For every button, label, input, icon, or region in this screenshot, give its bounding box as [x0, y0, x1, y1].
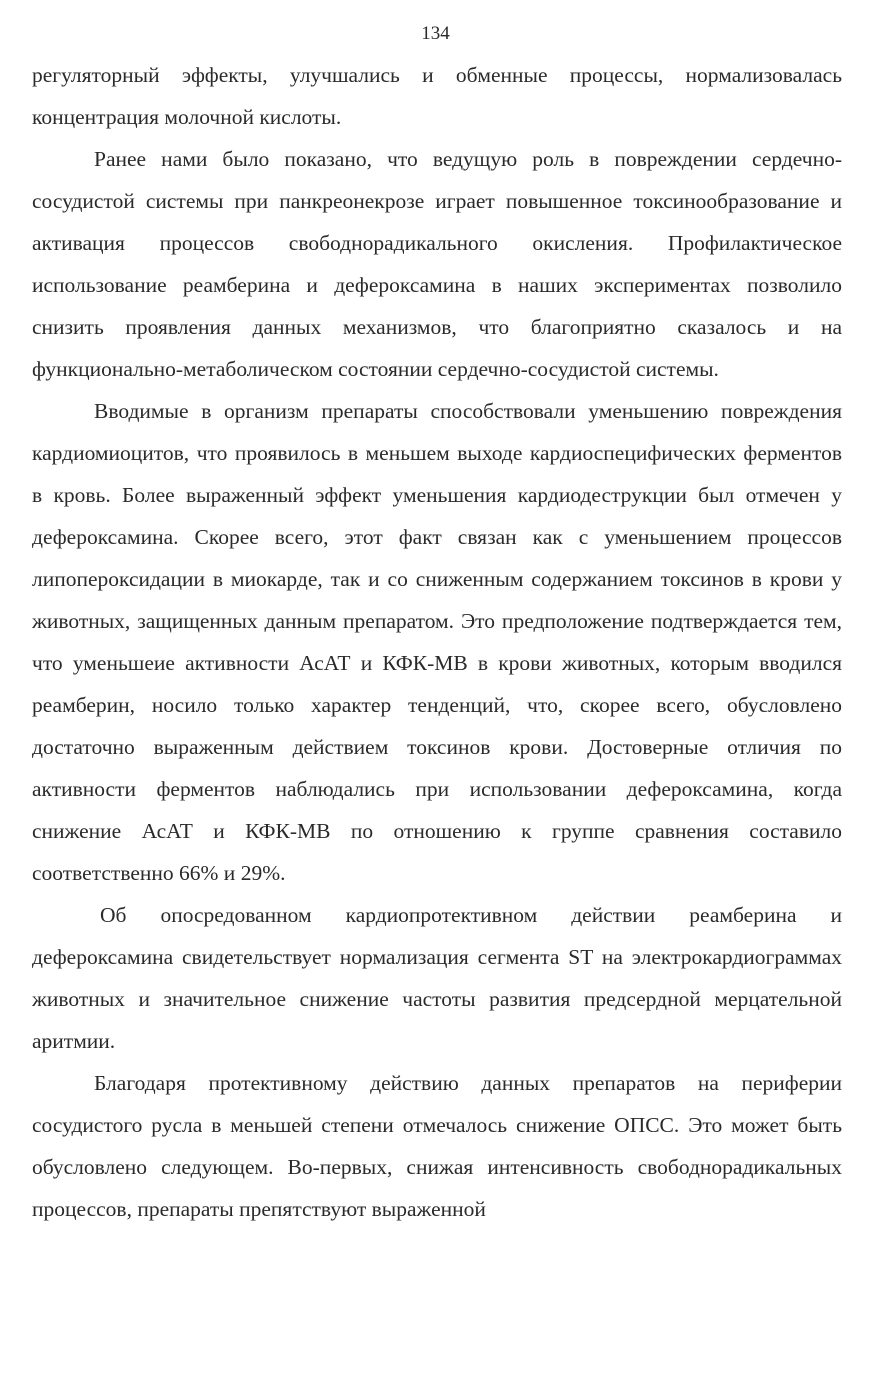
paragraph-opss: Благодаря протективному действию данных препаратов на периферии сосудистого русла в меньшей степени отмечалось снижение ОПСС. Это может быть обусловлено следующем. Во-первых, снижая интенсивность свободнорадикальных процессов, препараты препятствуют выраженной — [32, 1071, 842, 1221]
paragraph-enzymes: Вводимые в организм препараты способствовали уменьшению повреждения кардиомиоцитов, что проявилось в меньшем выходе кардиоспецифических ферментов в кровь. Более выраженный эффект уменьшения кардиодеструкции был отмечен у дефероксамина. Скорее всего, этот факт связан как с уменьшением процессов липопероксидации в миокарде, так и со сниженным содержанием токсинов в крови у животных, защищенных данным препаратом. Это предположение подтверждается тем, что уменьшеие активности АсАТ и КФК-МВ в крови животных, которым вводился реамберин, носило только характер тенденций, что, скорее всего, обусловлено достаточно выраженным действием токсинов крови. Достоверные отличия по активности ферментов наблюдались при использовании дефероксамина, когда снижение АсАТ и КФК-МВ по отношению к группе сравнения составило соответственно 66% и 29%. — [32, 399, 842, 885]
page-number: 134 — [421, 23, 450, 44]
paragraph-cardiovascular-damage: Ранее нами было показано, что ведущую роль в повреждении сердечно-сосудистой системы при панкреонекрозе играет повышенное токсинообразование и активация процессов свободнорадикального окисления. Профилактическое использование реамберина и дефероксамина в наших экспериментах позволило снизить проявления данных механизмов, что благоприятно сказалось и на функционально-метаболическом состоянии сердечно-сосудистой системы. — [32, 147, 842, 381]
body-text — [32, 54, 842, 1230]
paragraph-continuation: регуляторный эффекты, улучшались и обменные процессы, нормализовалась концентрация молочной кислоты. — [32, 63, 842, 129]
paragraph-ecg: Об опосредованном кардиопротективном действии реамберина и дефероксамина свидетельствует нормализация сегмента ST на электрокардиограммах животных и значительное снижение частоты развития предсердной мерцательной аритмии. — [32, 903, 842, 1053]
